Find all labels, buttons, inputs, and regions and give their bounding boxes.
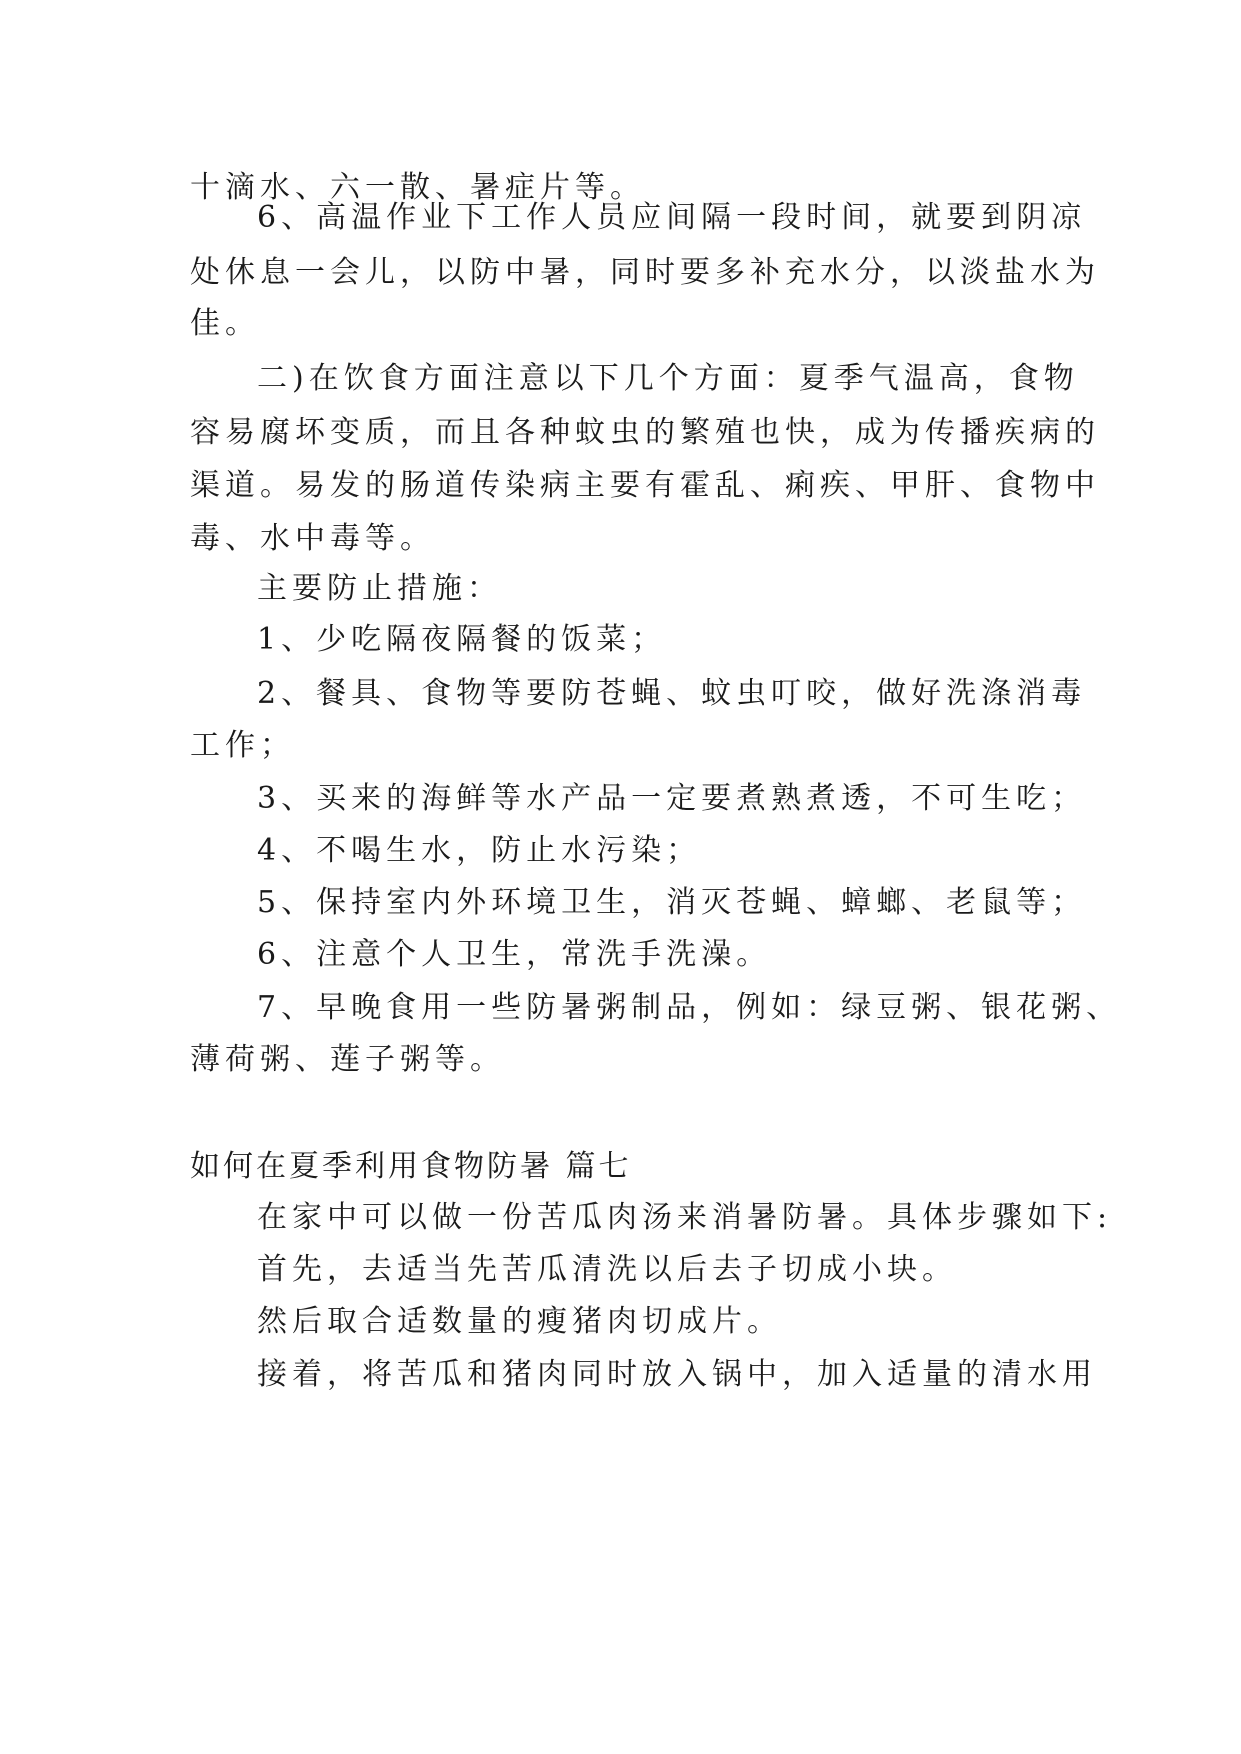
text-line: 渠道。易发的肠道传染病主要有霍乱、痢疾、甲肝、食物中	[190, 468, 1100, 503]
text-line: 工作；	[190, 728, 295, 763]
text-line: 在家中可以做一份苦瓜肉汤来消暑防暑。具体步骤如下:	[257, 1200, 1113, 1235]
text-line: 6、高温作业下工作人员应间隔一段时间，就要到阴凉	[257, 200, 1087, 235]
text-line: 十滴水、六一散、暑症片等。	[190, 170, 645, 205]
text-line: 二)在饮食方面注意以下几个方面：夏季气温高，食物	[257, 361, 1079, 396]
text-line: 5、保持室内外环境卫生，消灭苍蝇、蟑螂、老鼠等；	[257, 885, 1087, 920]
text-line: 薄荷粥、莲子粥等。	[190, 1042, 505, 1077]
text-line: 3、买来的海鲜等水产品一定要煮熟煮透，不可生吃；	[257, 781, 1087, 816]
text-line: 主要防止措施：	[257, 571, 502, 606]
text-line: 毒、水中毒等。	[190, 521, 435, 556]
text-line: 4、不喝生水，防止水污染；	[257, 833, 702, 868]
text-line: 佳。	[190, 306, 260, 341]
text-line: 容易腐坏变质，而且各种蚊虫的繁殖也快，成为传播疾病的	[190, 415, 1100, 450]
text-line: 接着，将苦瓜和猪肉同时放入锅中，加入适量的清水用	[257, 1357, 1097, 1392]
text-line: 处休息一会儿，以防中暑，同时要多补充水分，以淡盐水为	[190, 255, 1100, 290]
text-line: 1、少吃隔夜隔餐的饭菜；	[257, 622, 667, 657]
text-line: 首先，去适当先苦瓜清洗以后去子切成小块。	[257, 1252, 957, 1287]
text-line: 6、注意个人卫生，常洗手洗澡。	[257, 937, 772, 972]
section-heading: 如何在夏季利用食物防暑 篇七	[190, 1149, 632, 1184]
text-line: 然后取合适数量的瘦猪肉切成片。	[257, 1304, 782, 1339]
text-line: 7、早晚食用一些防暑粥制品，例如：绿豆粥、银花粥、	[257, 990, 1122, 1025]
text-line: 2、餐具、食物等要防苍蝇、蚊虫叮咬，做好洗涤消毒	[257, 676, 1087, 711]
